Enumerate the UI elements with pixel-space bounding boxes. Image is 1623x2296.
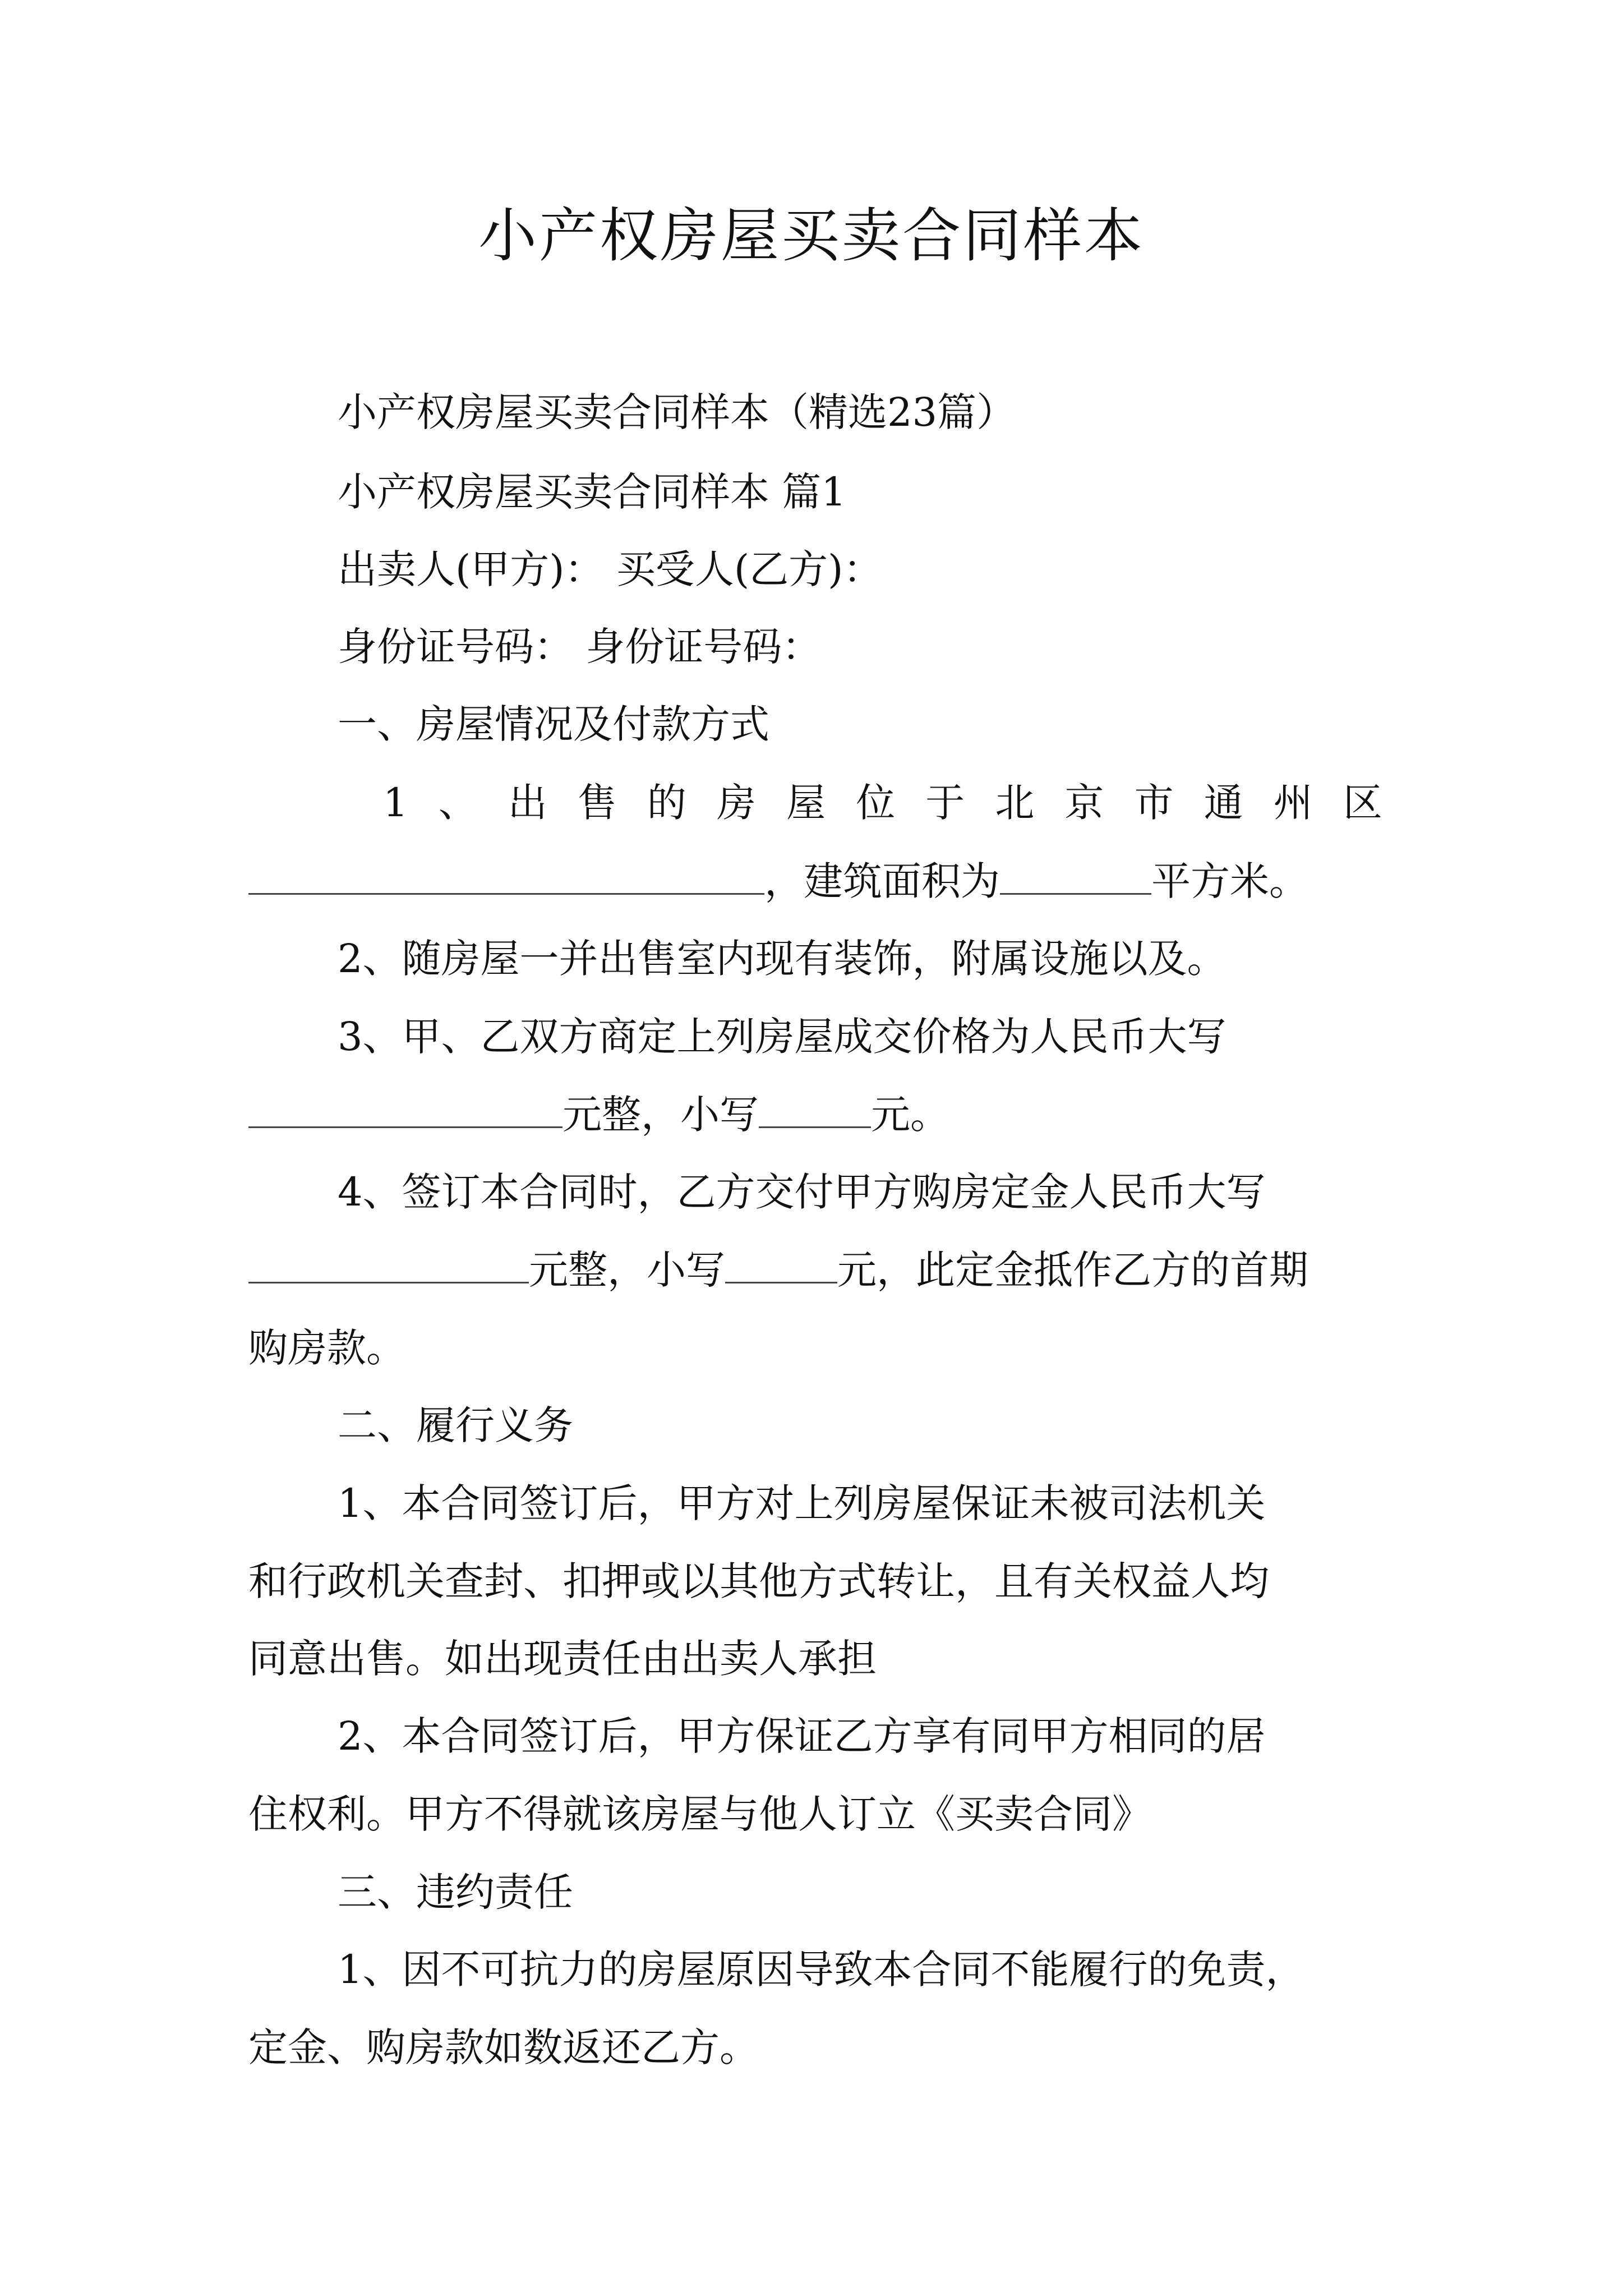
item1-1-char: 于 [925, 780, 965, 826]
item1-1-char: 售 [577, 780, 617, 826]
price-unit: 元。 [871, 1092, 949, 1138]
section1-heading: 一、房屋情况及付款方式 [338, 701, 769, 747]
item1-1-char: 1 [383, 780, 408, 826]
item1-1-line2 [248, 856, 1308, 907]
item1-1-char: 出 [508, 780, 547, 826]
chapter-line: 小产权房屋买卖合同样本 篇1 [338, 469, 846, 515]
item1-1-char: 通 [1204, 780, 1243, 826]
price-uppercase-blank [248, 1092, 562, 1128]
item2-1-line2: 和行政机关查封、扣押或以其他方式转让，且有关权益人均 [248, 1558, 1269, 1604]
item1-1-char: 、 [438, 780, 478, 826]
price-lowercase-label: 元整，小写 [562, 1092, 759, 1138]
deposit-note: 元，此定金抵作乙方的首期 [837, 1247, 1308, 1293]
section2-heading: 二、履行义务 [338, 1402, 573, 1448]
item1-4-line1: 4、签订本合同时，乙方交付甲方购房定金人民币大写 [338, 1169, 1266, 1215]
deposit-lowercase-blank [725, 1247, 837, 1283]
item2-2-line1: 2、本合同签订后，甲方保证乙方享有同甲方相同的居 [338, 1713, 1266, 1759]
item1-4-line2 [248, 1245, 1308, 1295]
item1-1-char: 州 [1273, 780, 1313, 826]
area-blank [1000, 858, 1151, 895]
deposit-lowercase-label: 元整，小写 [529, 1247, 725, 1293]
item1-2: 2、随房屋一并出售室内现有装饰，附属设施以及。 [338, 936, 1227, 982]
document-title: 小产权房屋买卖合同样本 [478, 201, 1145, 270]
item1-1-char: 区 [1343, 780, 1382, 826]
item1-1-char: 房 [717, 780, 757, 826]
parties-line: 出卖人(甲方)： 买受人(乙方)： [338, 546, 883, 592]
item1-1-char: 位 [856, 780, 896, 826]
section3-heading: 三、违约责任 [338, 1869, 573, 1915]
subtitle-line: 小产权房屋买卖合同样本（精选23篇） [338, 389, 1016, 435]
item2-1-line3: 同意出售。如出现责任由出卖人承担 [248, 1636, 877, 1682]
address-blank [248, 858, 764, 895]
item2-1-line1: 1、本合同签订后，甲方对上列房屋保证未被司法机关 [338, 1480, 1266, 1526]
deposit-uppercase-blank [248, 1247, 529, 1283]
item1-1-char: 市 [1134, 780, 1174, 826]
item3-1-line2: 定金、购房款如数返还乙方。 [248, 2024, 759, 2070]
area-label: ，建筑面积为 [764, 858, 1000, 904]
id-numbers-line: 身份证号码： 身份证号码： [338, 624, 822, 670]
item1-1-char: 的 [647, 780, 686, 826]
item1-4-line3: 购房款。 [248, 1325, 405, 1371]
item1-3-line2 [248, 1089, 949, 1140]
item1-1-char: 北 [995, 780, 1035, 826]
item3-1-line1: 1、因不可抗力的房屋原因导致本合同不能履行的免责， [338, 1947, 1305, 1993]
area-unit: 平方米。 [1151, 858, 1308, 904]
item2-2-line2: 住权利。甲方不得就该房屋与他人订立《买卖合同》 [248, 1791, 1151, 1837]
item1-3-line1: 3、甲、乙双方商定上列房屋成交价格为人民币大写 [338, 1014, 1227, 1060]
item1-1-char: 京 [1064, 780, 1104, 826]
item1-1-char: 屋 [786, 780, 826, 826]
item1-1-line1 [383, 777, 1382, 828]
price-lowercase-blank [759, 1092, 871, 1128]
